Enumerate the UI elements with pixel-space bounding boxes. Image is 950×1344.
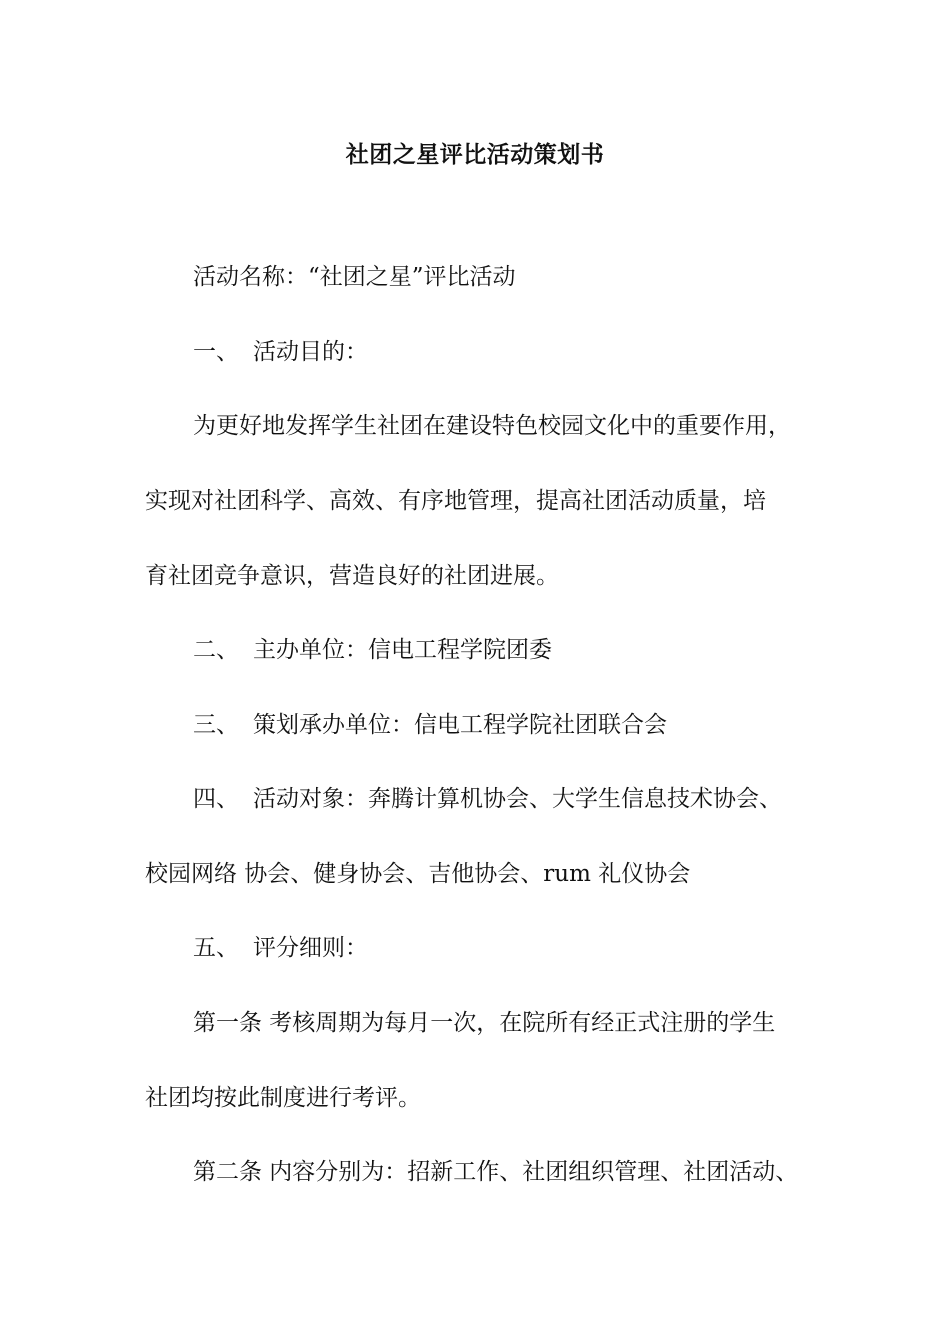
activity-name: 活动名称：“社团之星”评比活动 [193,264,516,290]
purpose-line-3: 育社团竞争意识，营造良好的社团进展。 [145,563,559,589]
article-1-line-1: 第一条 考核周期为每月一次，在院所有经正式注册的学生 [193,1010,776,1036]
article-2-line-1: 第二条 内容分别为：招新工作、社团组织管理、社团活动、 [193,1159,799,1185]
section-text: 策划承办单位：信电工程学院社团联合会 [253,712,667,738]
section-text: 活动对象：奔腾计算机协会、大学生信息技术协会、 [253,786,782,812]
document-title: 社团之星评比活动策划书 [345,141,605,168]
section-3-heading [193,710,667,740]
section-number: 四、 [193,786,239,812]
section-1-heading [193,337,368,367]
section-text: 评分细则： [253,935,368,961]
section-text: 主办单位：信电工程学院团委 [253,637,552,663]
section-number: 三、 [193,712,239,738]
section-number: 一、 [193,339,239,365]
section-2-heading [193,635,552,665]
article-1-line-2: 社团均按此制度进行考评。 [145,1085,421,1111]
purpose-line-2: 实现对社团科学、高效、有序地管理，提高社团活动质量，培 [145,488,766,514]
section-number: 五、 [193,935,239,961]
section-number: 二、 [193,637,239,663]
section-5-heading [193,933,368,963]
section-text: 活动目的： [253,339,368,365]
purpose-line-1: 为更好地发挥学生社团在建设特色校园文化中的重要作用， [193,413,791,439]
section-4-heading [193,784,782,814]
target-continuation: 校园网络 协会、健身协会、吉他协会、rum 礼仪协会 [145,861,691,887]
